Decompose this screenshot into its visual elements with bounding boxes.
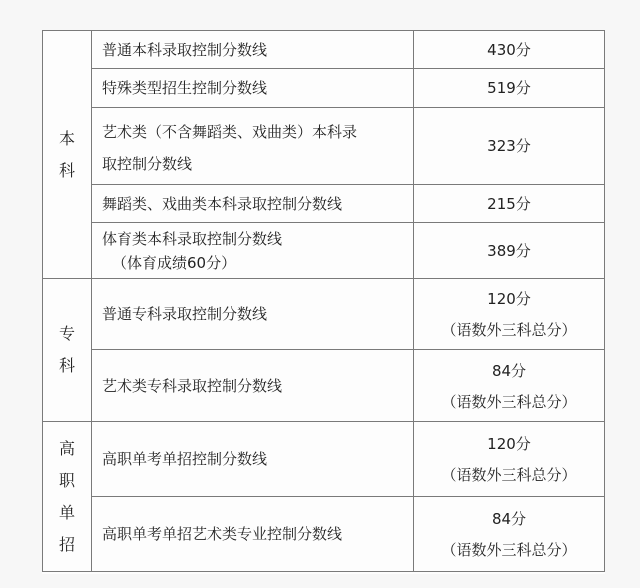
table-row [43, 108, 605, 185]
row-value: 84分 （语数外三科总分） [414, 497, 605, 572]
table-row [43, 185, 605, 223]
row-name: 普通专科录取控制分数线 [92, 279, 414, 350]
category-char: 职 [58, 470, 75, 490]
category-cell-undergraduate [43, 31, 92, 279]
score-table-container [42, 30, 605, 574]
category-char: 高 [58, 438, 75, 458]
score-table [42, 30, 605, 572]
table-row [43, 223, 605, 279]
row-value: 215分 [414, 185, 605, 223]
row-value: 323分 [414, 108, 605, 185]
category-cell-junior-college [43, 279, 92, 422]
table-row [43, 69, 605, 108]
row-name: 高职单考单招控制分数线 [92, 422, 414, 497]
category-char: 单 [58, 502, 75, 522]
row-value: 430分 [414, 31, 605, 69]
row-value: 389分 [414, 223, 605, 279]
category-char: 本 [58, 128, 75, 148]
row-name: 舞蹈类、戏曲类本科录取控制分数线 [92, 185, 414, 223]
category-char: 科 [58, 356, 75, 375]
category-char: 招 [58, 534, 75, 554]
row-name: 艺术类专科录取控制分数线 [92, 350, 414, 422]
row-value: 120分 （语数外三科总分） [414, 422, 605, 497]
row-value: 519分 [414, 69, 605, 108]
table-row [43, 497, 605, 572]
row-name: 普通本科录取控制分数线 [92, 31, 414, 69]
table-row [43, 31, 605, 69]
row-name: 特殊类型招生控制分数线 [92, 69, 414, 108]
category-char: 专 [58, 324, 75, 343]
row-name: 艺术类（不含舞蹈类、戏曲类）本科录 取控制分数线 [92, 108, 414, 185]
table-row [43, 350, 605, 422]
row-name: 高职单考单招艺术类专业控制分数线 [92, 497, 414, 572]
table-row [43, 422, 605, 497]
row-value: 84分 （语数外三科总分） [414, 350, 605, 422]
row-value: 120分 （语数外三科总分） [414, 279, 605, 350]
category-cell-vocational [43, 422, 92, 572]
category-char: 科 [58, 160, 75, 180]
row-name: 体育类本科录取控制分数线 （体育成绩60分） [92, 223, 414, 279]
table-row [43, 279, 605, 350]
